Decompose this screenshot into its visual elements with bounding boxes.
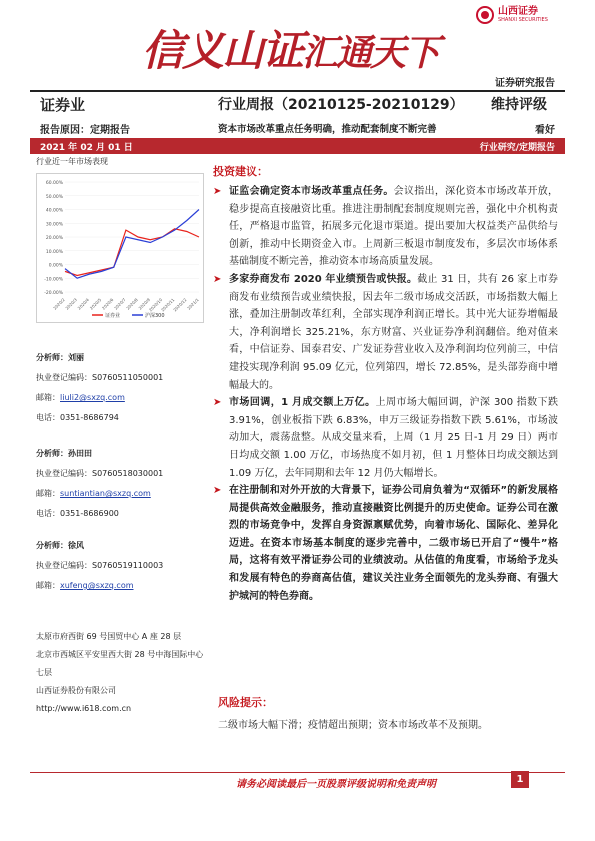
y-tick-label: 40.00% [45, 208, 63, 214]
advice-item-2 [213, 271, 558, 394]
x-tick-label: 2020/12 [172, 297, 188, 313]
analyst-name: 分析师：刘丽 [36, 353, 84, 362]
company-logo [476, 6, 548, 24]
phone-number: 0351-8686900 [60, 509, 119, 518]
cert-number: S0760518030001 [92, 469, 164, 478]
slogan-banner [142, 18, 438, 78]
analyst-block-1 [36, 348, 163, 428]
cert-number: S0760511050001 [92, 373, 164, 382]
risk-title: 风险提示： [218, 696, 273, 709]
view-label: 看好 [535, 125, 555, 136]
company-name: 山西证券股份有限公司 [36, 686, 116, 695]
report-date: 2021 年 02 月 01 日 [40, 143, 133, 153]
risk-text: 二级市场大幅下滑；疫情超出预期；资本市场改革不及预期。 [218, 720, 488, 731]
chart-canvas [37, 174, 205, 324]
advice-item-4-body: 在注册制和对外开放的大背景下，证券公司肩负着为“双循环”的新发展格局提供高效金融服务，推动直接融资比例提升的历史使命。证券公司在激烈的市场竞争中，发挥自身资源禀赋优势，向着市场化、国际化、差异化迈进。在资本市场基本制度的逐步完善中，二级市场已开启了“慢牛”格局，这将有效平滑证券公司的业绩波动。从估值的角度看，市场给予龙头和发展有特色的券商高估值，建议关注业务全面领先的龙头券商、有强大护城河的特色券商。 [229, 485, 558, 602]
mail-label: 邮箱： [36, 393, 60, 402]
footer-disclaimer: 请务必阅读最后一页股票评级说明和免责声明 [236, 779, 436, 790]
header-divider [30, 90, 565, 92]
date-bar [30, 138, 565, 154]
report-title: 行业周报（20210125-20210129） [218, 97, 464, 113]
y-tick-label: -20.00% [44, 291, 63, 296]
address-line-1: 太原市府西街 69 号国贸中心 A 座 28 层 [36, 632, 182, 641]
company-website[interactable]: http://www.i618.com.cn [36, 704, 132, 713]
advice-list [213, 183, 558, 605]
x-tick-label: 2020/2 [52, 297, 66, 311]
logo-subtitle: SHANXI SECURITIES [498, 17, 548, 23]
y-tick-label: 20.00% [45, 236, 63, 241]
y-tick-label: 60.00% [45, 181, 63, 186]
email-link[interactable]: liuli2@sxzq.com [60, 393, 125, 402]
risk-section [218, 694, 563, 731]
slogan-part-3: 汇通天下 [302, 32, 439, 74]
chart-title: 行业近一年市场表现 [36, 157, 108, 166]
footer-divider [30, 772, 565, 773]
x-tick-label: 2020/8 [125, 297, 139, 311]
legend-label-b: 沪深300 [145, 313, 165, 319]
report-subtitle: 资本市场改革重点任务明确，推动配套制度不断完善 [218, 124, 437, 135]
phone-number: 0351-8686794 [60, 413, 119, 422]
left-column [36, 156, 206, 323]
slogan-part-2: 山证 [222, 26, 303, 75]
cert-label: 执业登记编码： [36, 373, 92, 382]
report-type: 证券研究报告 [495, 78, 555, 89]
y-tick-label: 10.00% [45, 249, 63, 255]
x-tick-label: 2020/9 [137, 297, 151, 311]
rating: 维持评级 [491, 97, 547, 113]
analyst-name: 分析师：徐风 [36, 541, 84, 550]
sector-name: 证券业 [40, 96, 86, 114]
logo-icon [476, 6, 494, 24]
slogan-part-1: 信义 [142, 26, 223, 75]
logo-name: 山西证券 [498, 6, 538, 17]
legend-label-a: 证券业 [105, 313, 121, 319]
advice-item-2-body: 截止 31 日，共有 26 家上市券商发布业绩预告或业绩快报，因去年二级市场成交活跃，市场指数大幅上涨，叠加注册制改革红利，全部实现净利润正增长。其中光大证券增幅最大，净利润增长 325.21%，东方财富、兴业证券净利润翻倍。绝对值来看，中信证券、国泰君安、广发证券营业收入及净利润均位列前三，中信建投实现净利润 95.09 亿元，位列第四，增长 72.85%，是头部券商中增幅最大的。 [229, 273, 558, 391]
x-tick-label: 2020/5 [88, 297, 103, 311]
cert-number: S0760519110003 [92, 561, 164, 570]
y-tick-label: 0.00% [48, 263, 63, 269]
phone-label: 电话： [36, 413, 60, 422]
email-link[interactable]: xufeng@sxzq.com [60, 581, 134, 590]
cert-label: 执业登记编码： [36, 469, 92, 478]
advice-item-1 [213, 183, 558, 271]
company-address [36, 628, 206, 718]
phone-label: 电话： [36, 509, 60, 518]
mail-label: 邮箱： [36, 581, 60, 590]
y-tick-label: 50.00% [45, 194, 63, 200]
analyst-name: 分析师：孙田田 [36, 449, 92, 458]
x-tick-label: 2020/10 [147, 297, 164, 313]
analyst-block-3 [36, 536, 163, 596]
x-tick-label: 2021/1 [186, 297, 200, 311]
series-line-2 [65, 210, 199, 279]
x-tick-label: 2020/11 [160, 297, 176, 313]
advice-item-3-body: 上周市场大幅回调，沪深 300 指数下跌 3.91%，创业板指下跌 6.83%，申万三级证券指数下跌 5.61%，市场波动加大，震荡盘整。从成交量来看，上周（1 月 25 日-1 月 29 日）两市日均成交额 1.00 万亿，市场热度不如月初，但 1 月整体日均成交额达到 1.09 万亿，去年同期和去年 12 月仍大幅增长。 [229, 397, 558, 479]
advice-item-3-head: 市场回调，1 月成交额上万亿。 [229, 397, 376, 409]
x-tick-label: 2020/3 [64, 297, 78, 311]
y-tick-label: -10.00% [44, 277, 63, 283]
cert-label: 执业登记编码： [36, 561, 92, 570]
market-performance-chart [36, 173, 204, 323]
analyst-block-2 [36, 444, 163, 524]
x-tick-label: 2020/4 [76, 297, 91, 311]
x-tick-label: 2020/6 [100, 297, 115, 311]
report-category: 行业研究/定期报告 [479, 143, 555, 153]
advice-title: 投资建议： [213, 165, 268, 178]
advice-item-4 [213, 482, 558, 605]
advice-item-3 [213, 394, 558, 482]
investment-advice [213, 163, 558, 605]
page-number: 1 [511, 771, 529, 788]
advice-item-1-head: 证监会确定资本市场改革重点任务。 [229, 186, 394, 197]
mail-label: 邮箱： [36, 489, 60, 498]
x-tick-label: 2020/7 [113, 297, 127, 311]
y-tick-label: 30.00% [45, 222, 63, 228]
advice-item-2-head: 多家券商发布 2020 年业绩预告或快报。 [229, 273, 418, 285]
advice-item-1-body: 会议指出，深化资本市场改革开放，稳步提高直接融资比重。推进注册制配套制度规则完善，强化中介机构责任，严格退市监管，拓展多元化退市渠道。提出要加大权益类产品供给与创新，推动中长期资金入市。上周新三板退市制度发布，多层次市场体系基础制度不断完善，推动资本市场高质量发展。 [229, 186, 559, 268]
series-line-1 [65, 229, 199, 276]
email-link[interactable]: suntiantian@sxzq.com [60, 489, 151, 498]
report-reason: 报告原因：定期报告 [40, 125, 130, 136]
address-line-2: 北京市西城区平安里西大街 28 号中海国际中心七层 [36, 650, 204, 677]
